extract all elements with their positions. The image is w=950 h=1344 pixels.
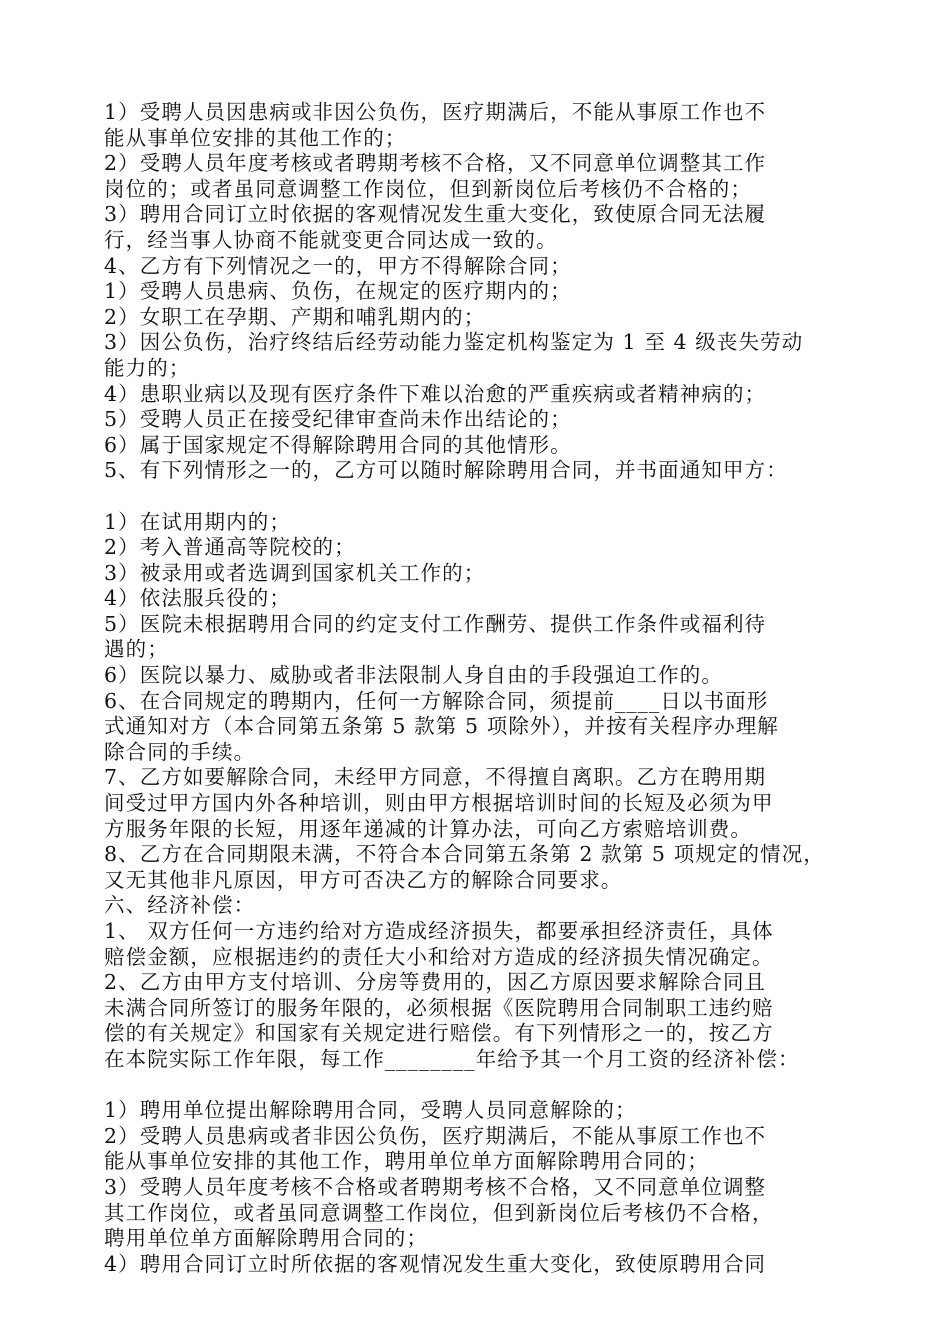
text-line: 1）聘用单位提出解除聘用合同，受聘人员同意解除的； xyxy=(104,1098,637,1123)
text-line: 2）受聘人员年度考核或者聘期考核不合格，又不同意单位调整其工作 xyxy=(104,151,767,176)
text-line: 赔偿金额，应根据违约的责任大小和给对方造成的经济损失情况确定。 xyxy=(104,944,774,969)
text-line: 未满合同所签订的服务年限的，必须根据《医院聘用合同制职工违约赔 xyxy=(104,995,774,1020)
text-line: 4、乙方有下列情况之一的，甲方不得解除合同； xyxy=(104,253,572,278)
blank-line xyxy=(104,1073,852,1099)
text-line: 间受过甲方国内外各种培训，则由甲方根据培训时间的长短及必须为甲 xyxy=(104,791,774,816)
text-line: 岗位的；或者虽同意调整工作岗位，但到新岗位后考核仍不合格的； xyxy=(104,176,752,201)
text-line: 3）受聘人员年度考核不合格或者聘期考核不合格，又不同意单位调整 xyxy=(104,1174,767,1199)
text-line: 能从事单位安排的其他工作的； xyxy=(104,125,407,150)
text-line: 其工作岗位，或者虽同意调整工作岗位，但到新岗位后考核仍不合格， xyxy=(104,1200,774,1225)
text-line: 1）受聘人员因患病或非因公负伤，医疗期满后，不能从事原工作也不 xyxy=(104,100,767,124)
text-line: 2）女职工在孕期、产期和哺乳期内的； xyxy=(104,304,486,329)
text-line: 方服务年限的长短，用逐年递减的计算办法，可向乙方索赔培训费。 xyxy=(104,816,752,841)
text-line: 2）受聘人员患病或者非因公负伤，医疗期满后，不能从事原工作也不 xyxy=(104,1123,767,1148)
text-line: 5）医院未根据聘用合同的约定支付工作酬劳、提供工作条件或福利待 xyxy=(104,611,767,636)
text-line: 5）受聘人员正在接受纪律审查尚未作出结论的； xyxy=(104,407,572,432)
text-line: 聘用单位单方面解除聘用合同的； xyxy=(104,1226,428,1251)
text-line: 遇的； xyxy=(104,637,169,662)
text-line: 六、经济补偿： xyxy=(104,893,256,918)
text-line: 7、乙方如要解除合同，未经甲方同意，不得擅自离职。乙方在聘用期 xyxy=(104,765,767,790)
text-line: 5、有下列情形之一的，乙方可以随时解除聘用合同，并书面通知甲方： xyxy=(104,458,788,483)
text-line: 1）受聘人员患病、负伤，在规定的医疗期内的； xyxy=(104,279,572,304)
text-line: 2、乙方由甲方支付培训、分房等费用的，因乙方原因要求解除合同且 xyxy=(104,970,767,995)
text-line: 4）患职业病以及现有医疗条件下难以治愈的严重疾病或者精神病的； xyxy=(104,381,767,406)
text-line: 3）因公负伤，治疗终结后经劳动能力鉴定机构鉴定为 1 至 4 级丧失劳动 xyxy=(104,330,804,355)
text-line: 6、在合同规定的聘期内，任何一方解除合同，须提前____日以书面形 xyxy=(104,688,769,713)
text-line: 4）依法服兵役的； xyxy=(104,586,291,611)
text-line: 能力的； xyxy=(104,355,191,380)
text-line: 1、 双方任何一方违约给对方造成经济损失，都要承担经济责任，具体 xyxy=(104,919,774,943)
text-line: 在本院实际工作年限，每工作________年给予其一个月工资的经济补偿： xyxy=(104,1046,800,1071)
text-line: 8、乙方在合同期限未满，不符合本合同第五条第 2 款第 5 项规定的情况， xyxy=(104,842,825,867)
text-line: 又无其他非凡原因，甲方可否决乙方的解除合同要求。 xyxy=(104,867,623,892)
text-line: 偿的有关规定》和国家有关规定进行赔偿。有下列情形之一的，按乙方 xyxy=(104,1021,774,1046)
text-line: 除合同的手续。 xyxy=(104,739,256,764)
text-line: 3）聘用合同订立时依据的客观情况发生重大变化，致使原合同无法履 xyxy=(104,202,767,227)
text-line: 2）考入普通高等院校的； xyxy=(104,535,356,560)
text-line: 6）属于国家规定不得解除聘用合同的其他情形。 xyxy=(104,432,572,457)
document-page xyxy=(104,100,852,1277)
text-line: 行，经当事人协商不能就变更合同达成一致的。 xyxy=(104,227,558,252)
blank-line xyxy=(104,484,852,510)
text-line: 能从事单位安排的其他工作，聘用单位单方面解除聘用合同的； xyxy=(104,1149,709,1174)
text-line: 1）在试用期内的； xyxy=(104,509,291,534)
text-line: 3）被录用或者选调到国家机关工作的； xyxy=(104,560,486,585)
text-line: 6）医院以暴力、威胁或者非法限制人身自由的手段强迫工作的。 xyxy=(104,663,723,688)
text-line: 4）聘用合同订立时所依据的客观情况发生重大变化，致使原聘用合同 xyxy=(104,1251,767,1276)
text-line: 式通知对方（本合同第五条第 5 款第 5 项除外），并按有关程序办理解 xyxy=(104,714,779,739)
